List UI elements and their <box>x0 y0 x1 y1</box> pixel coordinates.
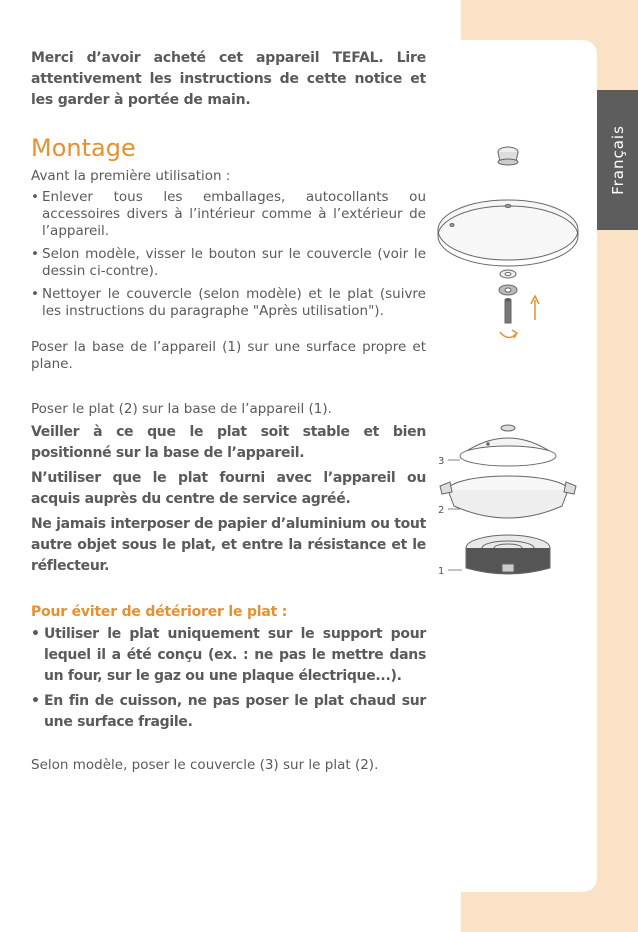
first-use-list <box>31 189 426 320</box>
label-base: 1 <box>438 566 445 577</box>
language-tab <box>597 90 638 230</box>
list-item: • En fin de cuisson, ne pas poser le plat chaud sur une surface fragile. <box>31 691 426 733</box>
list-item: • Utiliser le plat uniquement sur le support pour lequel il a été conçu (ex. : ne pas le mettre dans un four, sur le gaz ou une plaque électrique...). <box>31 624 426 687</box>
plate-instruction: Poser le plat (2) sur la base de l’appareil (1). <box>31 401 332 417</box>
knob-assembly-illustration <box>432 140 602 350</box>
label-lid: 3 <box>438 456 445 467</box>
warning-aluminium: Ne jamais interposer de papier d’aluminium ou tout autre objet sous le plat, et entre la résistance et le réflecteur. <box>31 516 426 574</box>
before-first-use: Avant la première utilisation : <box>31 168 231 184</box>
main-content <box>31 48 426 774</box>
assembly-illustration <box>432 418 602 588</box>
list-item: • Selon modèle, visser le bouton sur le couvercle (voir le dessin ci-contre). <box>31 246 426 280</box>
lid-instruction: Selon modèle, poser le couvercle (3) sur le plat (2). <box>31 757 379 773</box>
list-item: • Nettoyer le couvercle (selon modèle) et le plat (suivre les instructions du paragraphe "Après utilisation"). <box>31 286 426 320</box>
avoid-list <box>31 624 426 733</box>
warning-plate-only: N’utiliser que le plat fourni avec l’appareil ou acquis auprès du centre de service agréé. <box>31 470 426 507</box>
avoid-heading: Pour éviter de détériorer le plat : <box>31 604 288 620</box>
label-plate: 2 <box>438 505 445 516</box>
language-label: Français <box>608 125 627 195</box>
warning-stable: Veiller à ce que le plat soit stable et bien positionné sur la base de l’appareil. <box>31 424 426 461</box>
base-instruction: Poser la base de l’appareil (1) sur une surface propre et plane. <box>31 339 426 372</box>
list-item: • Enlever tous les emballages, autocollants ou accessoires divers à l’intérieur comme à l’extérieur de l’appareil. <box>31 189 426 240</box>
section-title: Montage <box>31 134 136 162</box>
intro-text: Merci d’avoir acheté cet appareil TEFAL. Lire attentivement les instructions de cette notice et les garder à portée de main. <box>31 50 426 108</box>
